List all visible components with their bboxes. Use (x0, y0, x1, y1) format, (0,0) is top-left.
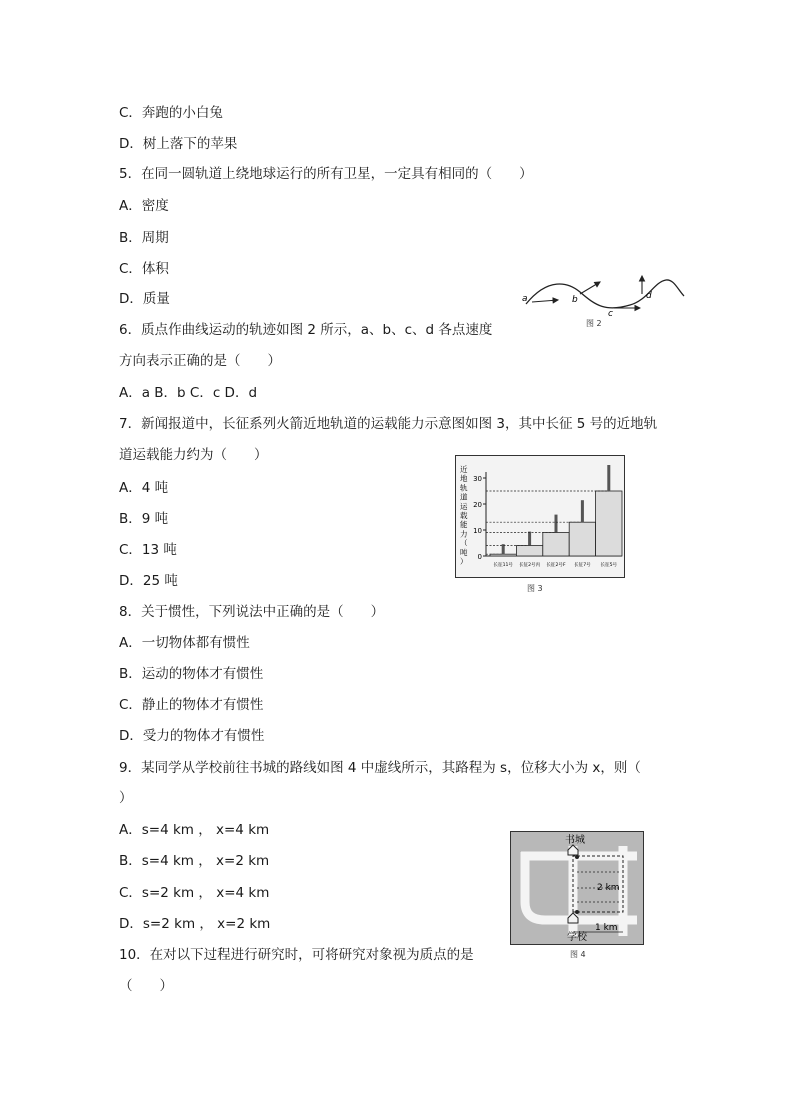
y-axis-label-char: （ (460, 538, 468, 548)
velocity-arrow-a (532, 300, 558, 302)
y-axis-label-char: 轨 (460, 483, 468, 493)
trajectory-curve (526, 280, 684, 308)
velocity-arrow-b (580, 282, 600, 294)
q5-option-d: D．质量 (119, 291, 170, 307)
rocket-icon (528, 532, 531, 546)
bookstore-label: 书城 (565, 835, 585, 846)
y-tick-label: 30 (473, 475, 482, 483)
figure-4-caption: 图 4 (570, 950, 586, 959)
q8-option-b: B．运动的物体才有惯性 (119, 666, 264, 682)
point-label-d: d (646, 291, 652, 301)
category-label: 长征2号F (546, 563, 566, 568)
bookstore-point (575, 855, 579, 859)
q9-option-d: D．s=2 km ， x=2 km (119, 916, 271, 932)
q5-stem: 5．在同一圆轨道上绕地球运行的所有卫星，一定具有相同的（ ） (119, 166, 533, 182)
q9-option-a: A．s=4 km ， x=4 km (119, 822, 270, 838)
y-axis-label-char: 能 (460, 520, 468, 530)
q10-stem-line1: 10．在对以下过程进行研究时，可将研究对象视为质点的是 (119, 947, 474, 963)
y-axis-label-char: 载 (460, 511, 468, 520)
q7-stem-line2: 道运载能力约为（ ） (119, 447, 268, 463)
y-tick-label: 20 (473, 501, 482, 509)
school-label: 学校 (567, 932, 587, 943)
q5-option-b: B．周期 (119, 230, 169, 246)
figure-3 (455, 455, 625, 578)
trajectory-diagram (518, 272, 688, 334)
q10-stem-line2: （ ） (119, 978, 173, 994)
q8-option-a: A．一切物体都有惯性 (119, 635, 250, 651)
q6-options: A．a B．b C．c D．d (119, 385, 258, 401)
q6-stem-line1: 6．质点作曲线运动的轨迹如图 2 所示，a、b、c、d 各点速度 (119, 322, 493, 338)
y-tick-label: 0 (477, 553, 482, 561)
rocket-capacity-chart (456, 456, 624, 577)
q9-option-b: B．s=4 km ， x=2 km (119, 853, 270, 869)
y-axis-label-char: ） (460, 557, 468, 566)
q6-stem-line2: 方向表示正确的是（ ） (119, 353, 281, 369)
route-map (511, 832, 643, 944)
q7-option-c: C．13 吨 (119, 542, 177, 558)
q8-option-d: D．受力的物体才有惯性 (119, 728, 265, 744)
q9-stem-line2: ） (119, 790, 133, 806)
distance-1km-label: 1 km (595, 923, 618, 933)
category-label: 长征5号 (600, 563, 618, 568)
q8-stem: 8．关于惯性，下列说法中正确的是（ ） (119, 604, 385, 620)
q8-option-c: C．静止的物体才有惯性 (119, 697, 264, 713)
capacity-bar (569, 522, 595, 556)
figure-2 (518, 272, 688, 334)
q4-option-c: C．奔跑的小白兔 (119, 105, 223, 121)
y-axis-label-char: 运 (460, 501, 468, 511)
point-label-c: c (608, 309, 613, 319)
figure-3-caption: 图 3 (527, 584, 543, 593)
figure-2-caption: 图 2 (586, 319, 602, 328)
q9-stem-line1: 9．某同学从学校前往书城的路线如图 4 中虚线所示，其路程为 s，位移大小为 x，则（ (119, 760, 641, 776)
rocket-icon (581, 500, 584, 522)
capacity-bar (516, 546, 542, 556)
q7-option-d: D．25 吨 (119, 573, 178, 589)
distance-2km-label: 2 km (597, 883, 620, 893)
q5-option-c: C．体积 (119, 261, 169, 277)
category-label: 长征2号丙 (518, 563, 541, 568)
point-label-a: a (522, 294, 528, 304)
school-point (575, 910, 579, 914)
q9-option-c: C．s=2 km ， x=4 km (119, 885, 270, 901)
y-tick-label: 10 (473, 527, 482, 535)
y-axis-label-char: 地 (460, 474, 468, 484)
capacity-bar (596, 491, 622, 556)
y-axis-label-char: 力 (460, 529, 468, 539)
q7-option-b: B．9 吨 (119, 511, 169, 527)
point-label-b: b (572, 295, 578, 305)
q4-option-d: D．树上落下的苹果 (119, 136, 238, 152)
y-axis-label-char: 吨 (460, 547, 468, 557)
q7-option-a: A．4 吨 (119, 480, 169, 496)
rocket-icon (555, 515, 558, 533)
q5-option-a: A．密度 (119, 198, 169, 214)
rocket-icon (607, 465, 610, 491)
q7-stem-line1: 7．新闻报道中，长征系列火箭近地轨道的运载能力示意图如图 3，其中长征 5 号的近地轨 (119, 416, 658, 432)
figure-4 (510, 831, 644, 945)
category-label: 长征11号 (493, 563, 514, 568)
y-axis-label-char: 道 (460, 492, 468, 502)
capacity-bar (543, 533, 569, 556)
y-axis-label-char: 近 (460, 465, 468, 474)
category-label: 长征7号 (574, 563, 591, 568)
